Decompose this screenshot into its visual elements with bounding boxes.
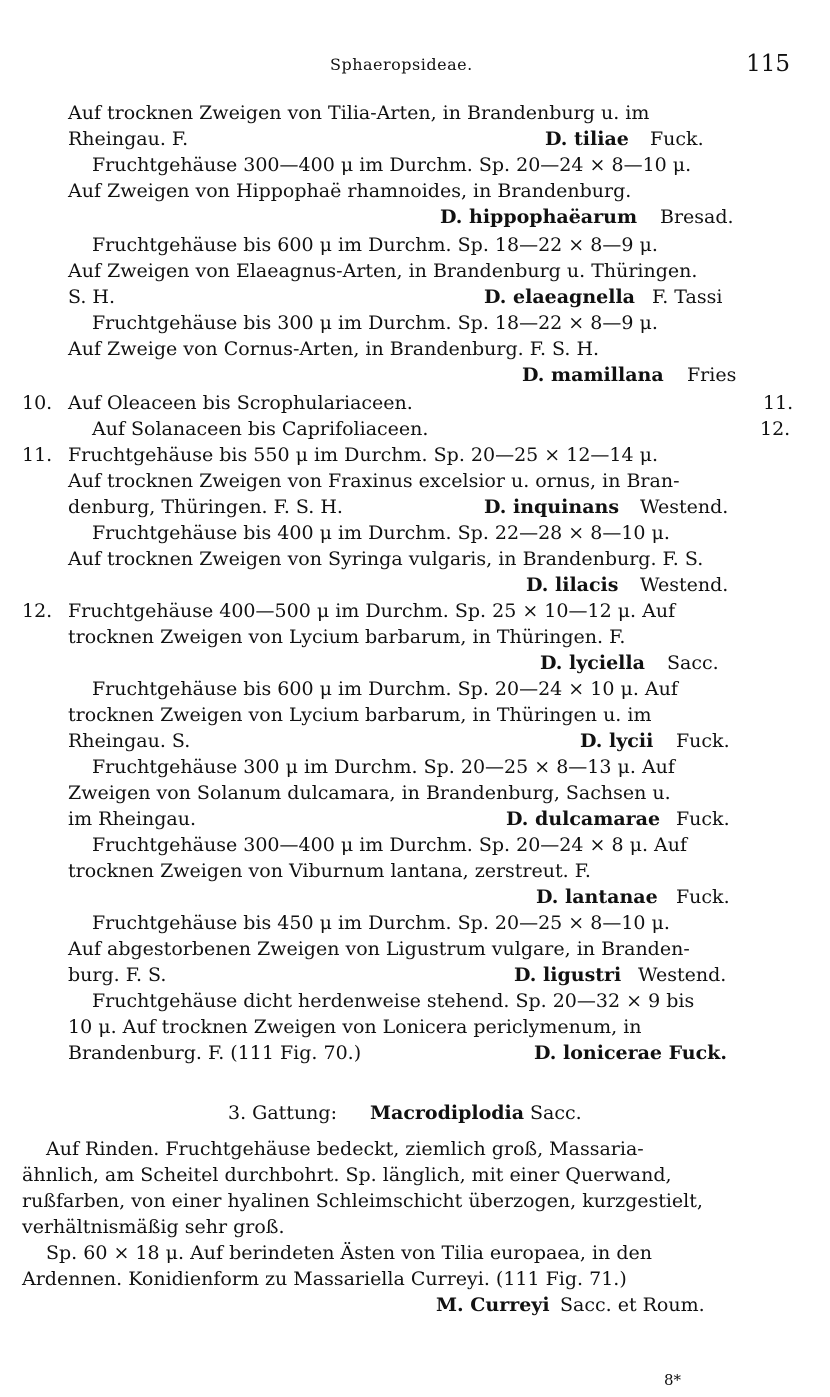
- text: Fruchtgehäuse bis 550 μ im Durchm. Sp. 20—25 × 12—14 μ.: [68, 444, 659, 466]
- genus-heading: [0, 1100, 830, 1126]
- text-line: [0, 832, 830, 858]
- text: Fruchtgehäuse bis 600 μ im Durchm. Sp. 18—22 × 8—9 μ.: [92, 234, 658, 256]
- key-number: 12.: [22, 600, 53, 622]
- text-line: [0, 204, 830, 230]
- text: Auf Oleaceen bis Scrophulariaceen.: [68, 392, 413, 414]
- text-line: [0, 962, 830, 988]
- text-line: [0, 1040, 830, 1066]
- text: ähnlich, am Scheitel durchbohrt. Sp. länglich, mit einer Querwand,: [22, 1164, 672, 1186]
- text-line: [0, 178, 830, 204]
- text-line: [0, 546, 830, 572]
- text-line: [0, 702, 830, 728]
- species-name: D. elaeagnella: [484, 286, 635, 308]
- key-reference: 11.: [763, 392, 794, 414]
- text: Fruchtgehäuse 400—500 μ im Durchm. Sp. 25 × 10—12 μ. Auf: [68, 600, 676, 622]
- text-line: [0, 676, 830, 702]
- text: trocknen Zweigen von Lycium barbarum, in Thüringen u. im: [68, 704, 652, 726]
- species-name: D. lonicerae Fuck.: [534, 1042, 727, 1064]
- text: Fruchtgehäuse bis 600 μ im Durchm. Sp. 20—24 × 10 μ. Auf: [92, 678, 678, 700]
- species-author: Westend.: [640, 496, 729, 518]
- text-line: [0, 494, 830, 520]
- text: Fruchtgehäuse bis 400 μ im Durchm. Sp. 22—28 × 8—10 μ.: [92, 522, 670, 544]
- key-line: [0, 442, 830, 468]
- text-line: [0, 100, 830, 126]
- text-line: [0, 520, 830, 546]
- species-author: Fuck.: [676, 730, 730, 752]
- species-author: Bresad.: [660, 206, 734, 228]
- text-line: [0, 754, 830, 780]
- text-line: [0, 126, 830, 152]
- text: trocknen Zweigen von Viburnum lantana, zerstreut. F.: [68, 860, 591, 882]
- text-line: [0, 1188, 830, 1214]
- text: 10 μ. Auf trocknen Zweigen von Lonicera periclymenum, in: [68, 1016, 642, 1038]
- text-line: [0, 884, 830, 910]
- text: Rheingau. F.: [68, 128, 189, 150]
- text: verhältnismäßig sehr groß.: [22, 1216, 285, 1238]
- text: S. H.: [68, 286, 116, 308]
- running-title: Sphaeropsideae.: [330, 55, 473, 74]
- key-number: 10.: [22, 392, 53, 414]
- text: im Rheingau.: [68, 808, 196, 830]
- species-name: M. Curreyi: [436, 1294, 550, 1316]
- text: Zweigen von Solanum dulcamara, in Brandenburg, Sachsen u.: [68, 782, 671, 804]
- page-header: [0, 51, 830, 85]
- text-line: [0, 936, 830, 962]
- text-line: [0, 858, 830, 884]
- text: Auf trocknen Zweigen von Fraxinus excelsior u. ornus, in Bran-: [68, 470, 680, 492]
- text: Fruchtgehäuse bis 300 μ im Durchm. Sp. 18—22 × 8—9 μ.: [92, 312, 658, 334]
- text-line: [0, 780, 830, 806]
- text-line: [0, 468, 830, 494]
- key-number: 11.: [22, 444, 53, 466]
- text: denburg, Thüringen. F. S. H.: [68, 496, 343, 518]
- text: Auf Zweige von Cornus-Arten, in Brandenburg. F. S. H.: [68, 338, 600, 360]
- genus-author: Sacc.: [530, 1102, 582, 1124]
- text-line: [0, 362, 830, 388]
- text-line: [0, 650, 830, 676]
- text: Fruchtgehäuse 300—400 μ im Durchm. Sp. 20—24 × 8—10 μ.: [92, 154, 692, 176]
- text-line: [0, 336, 830, 362]
- text-line: [0, 624, 830, 650]
- species-author: Fries: [687, 364, 737, 386]
- species-name: D. lyciella: [540, 652, 645, 674]
- text-line: [0, 728, 830, 754]
- species-author: Sacc.: [667, 652, 719, 674]
- text-line: [0, 284, 830, 310]
- species-author: Fuck.: [676, 808, 730, 830]
- species-author: Westend.: [640, 574, 729, 596]
- genus-heading-prefix: 3. Gattung:: [228, 1102, 337, 1124]
- text: burg. F. S.: [68, 964, 167, 986]
- species-author: F. Tassi: [652, 286, 723, 308]
- text: Sp. 60 × 18 μ. Auf berindeten Ästen von Tilia europaea, in den: [46, 1242, 652, 1264]
- text: Fruchtgehäuse 300—400 μ im Durchm. Sp. 20—24 × 8 μ. Auf: [92, 834, 688, 856]
- species-name: D. tiliae: [545, 128, 629, 150]
- species-name: D. dulcamarae: [506, 808, 661, 830]
- text-line: [0, 1014, 830, 1040]
- species-name: D. inquinans: [484, 496, 620, 518]
- text: Fruchtgehäuse dicht herdenweise stehend. Sp. 20—32 × 9 bis: [92, 990, 695, 1012]
- text-line: [0, 1292, 830, 1318]
- signature-mark: 8*: [664, 1371, 682, 1389]
- text-line: [0, 1214, 830, 1240]
- text: Fruchtgehäuse bis 450 μ im Durchm. Sp. 20—25 × 8—10 μ.: [92, 912, 670, 934]
- text-line: [0, 572, 830, 598]
- text: Auf Zweigen von Hippophaë rhamnoides, in Brandenburg.: [68, 180, 632, 202]
- text: Auf Rinden. Fruchtgehäuse bedeckt, ziemlich groß, Massaria-: [46, 1138, 644, 1160]
- text: Auf trocknen Zweigen von Syringa vulgaris, in Brandenburg. F. S.: [68, 548, 704, 570]
- key-line: [0, 416, 830, 442]
- text-line: [0, 1162, 830, 1188]
- text: Brandenburg. F. (111 Fig. 70.): [68, 1042, 362, 1064]
- species-author: Fuck.: [676, 886, 730, 908]
- text-line: [0, 232, 830, 258]
- species-name: D. hippophaëarum: [440, 206, 638, 228]
- species-name: D. lilacis: [526, 574, 619, 596]
- species-name: D. mamillana: [522, 364, 664, 386]
- species-name: D. ligustri: [514, 964, 622, 986]
- text-line: [0, 258, 830, 284]
- text-line: [0, 988, 830, 1014]
- text-line: [0, 806, 830, 832]
- key-line: [0, 390, 830, 416]
- key-line: [0, 598, 830, 624]
- species-author: Fuck.: [650, 128, 704, 150]
- genus-name: Macrodiplodia: [370, 1102, 525, 1124]
- text: rußfarben, von einer hyalinen Schleimschicht überzogen, kurzgestielt,: [22, 1190, 703, 1212]
- text-line: [0, 910, 830, 936]
- key-reference: 12.: [760, 418, 791, 440]
- text: trocknen Zweigen von Lycium barbarum, in Thüringen. F.: [68, 626, 626, 648]
- page-number: 115: [746, 51, 790, 77]
- text-line: [0, 1240, 830, 1266]
- text-line: [0, 152, 830, 178]
- text: Auf Zweigen von Elaeagnus-Arten, in Brandenburg u. Thüringen.: [68, 260, 698, 282]
- species-author: Westend.: [638, 964, 727, 986]
- text: Auf abgestorbenen Zweigen von Ligustrum vulgare, in Branden-: [68, 938, 690, 960]
- species-author: Sacc. et Roum.: [560, 1294, 705, 1316]
- text: Auf trocknen Zweigen von Tilia-Arten, in Brandenburg u. im: [68, 102, 650, 124]
- text-line: [0, 1266, 830, 1292]
- text: Fruchtgehäuse 300 μ im Durchm. Sp. 20—25 × 8—13 μ. Auf: [92, 756, 675, 778]
- species-name: D. lycii: [580, 730, 654, 752]
- species-name: D. lantanae: [536, 886, 658, 908]
- text: Auf Solanaceen bis Caprifoliaceen.: [92, 418, 429, 440]
- text-line: [0, 1136, 830, 1162]
- text-line: [0, 310, 830, 336]
- text: Ardennen. Konidienform zu Massariella Curreyi. (111 Fig. 71.): [22, 1268, 627, 1290]
- text: Rheingau. S.: [68, 730, 191, 752]
